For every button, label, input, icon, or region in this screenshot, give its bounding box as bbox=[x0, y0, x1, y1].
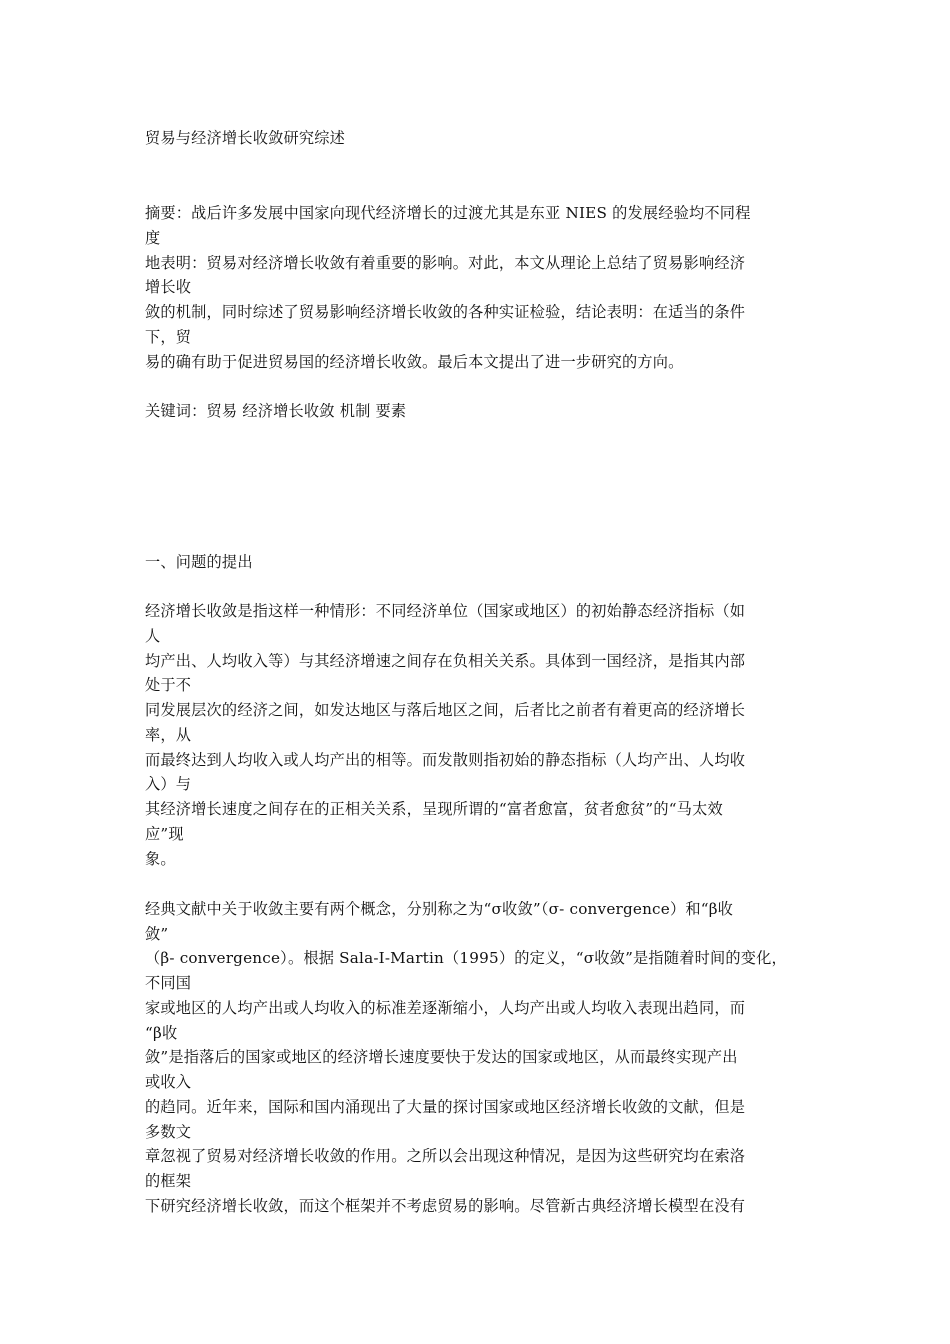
paragraph-line: 应”现 bbox=[145, 825, 184, 843]
paragraph-line: 或收入 bbox=[145, 1073, 192, 1091]
paragraph-line: 同发展层次的经济之间，如发达地区与落后地区之间，后者比之前者有着更高的经济增长 bbox=[145, 701, 746, 719]
abstract-line: 摘要：战后许多发展中国家向现代经济增长的过渡尤其是东亚 NIES 的发展经验均不同程 bbox=[145, 204, 751, 222]
document-title: 贸易与经济增长收敛研究综述 bbox=[145, 129, 346, 147]
paragraph-line: 的框架 bbox=[145, 1172, 192, 1190]
paragraph-line: 而最终达到人均收入或人均产出的相等。而发散则指初始的静态指标（人均产出、人均收 bbox=[145, 751, 746, 769]
paragraph-line: 其经济增长速度之间存在的正相关关系，呈现所谓的“富者愈富，贫者愈贫”的“马太效 bbox=[145, 800, 723, 818]
abstract-line: 下，贸 bbox=[145, 328, 192, 346]
paragraph-line: 人 bbox=[145, 627, 161, 645]
paragraph-line: 经济增长收敛是指这样一种情形：不同经济单位（国家或地区）的初始静态经济指标（如 bbox=[145, 602, 746, 620]
paragraph-line: 经典文献中关于收敛主要有两个概念，分别称之为“σ收敛”（σ- convergence）和“β收 bbox=[145, 900, 734, 918]
paragraph-line: 敛” bbox=[145, 925, 169, 943]
paragraph-line: 处于不 bbox=[145, 676, 192, 694]
paragraph-line: 下研究经济增长收敛，而这个框架并不考虑贸易的影响。尽管新古典经济增长模型在没有 bbox=[145, 1197, 746, 1215]
abstract-line: 易的确有助于促进贸易国的经济增长收敛。最后本文提出了进一步研究的方向。 bbox=[145, 353, 684, 371]
paragraph-line: （β- convergence）。根据 Sala-I-Martin（1995）的定义，“σ收敛”是指随着时间的变化， bbox=[145, 949, 787, 967]
paragraph-line: 入）与 bbox=[145, 775, 192, 793]
paragraph-line: 不同国 bbox=[145, 974, 192, 992]
section-heading: 一、问题的提出 bbox=[145, 553, 253, 571]
abstract-line: 地表明：贸易对经济增长收敛有着重要的影响。对此，本文从理论上总结了贸易影响经济 bbox=[145, 254, 746, 272]
paragraph-line: 均产出、人均收入等）与其经济增速之间存在负相关关系。具体到一国经济，是指其内部 bbox=[145, 652, 746, 670]
keywords: 关键词：贸易 经济增长收敛 机制 要素 bbox=[145, 402, 407, 420]
paragraph-line: 章忽视了贸易对经济增长收敛的作用。之所以会出现这种情况，是因为这些研究均在索洛 bbox=[145, 1147, 746, 1165]
paragraph-line: 家或地区的人均产出或人均收入的标准差逐渐缩小，人均产出或人均收入表现出趋同，而 bbox=[145, 999, 746, 1017]
paragraph-line: 敛”是指落后的国家或地区的经济增长速度要快于发达的国家或地区，从而最终实现产出 bbox=[145, 1048, 738, 1066]
paragraph-line: “β收 bbox=[145, 1024, 178, 1042]
abstract-line: 增长收 bbox=[145, 278, 192, 296]
paragraph-line: 的趋同。近年来，国际和国内涌现出了大量的探讨国家或地区经济增长收敛的文献，但是 bbox=[145, 1098, 746, 1116]
abstract-line: 敛的机制，同时综述了贸易影响经济增长收敛的各种实证检验，结论表明：在适当的条件 bbox=[145, 303, 746, 321]
paragraph-line: 率，从 bbox=[145, 726, 192, 744]
paragraph-line: 象。 bbox=[145, 850, 176, 868]
paragraph-line: 多数文 bbox=[145, 1123, 192, 1141]
abstract-line: 度 bbox=[145, 229, 161, 247]
